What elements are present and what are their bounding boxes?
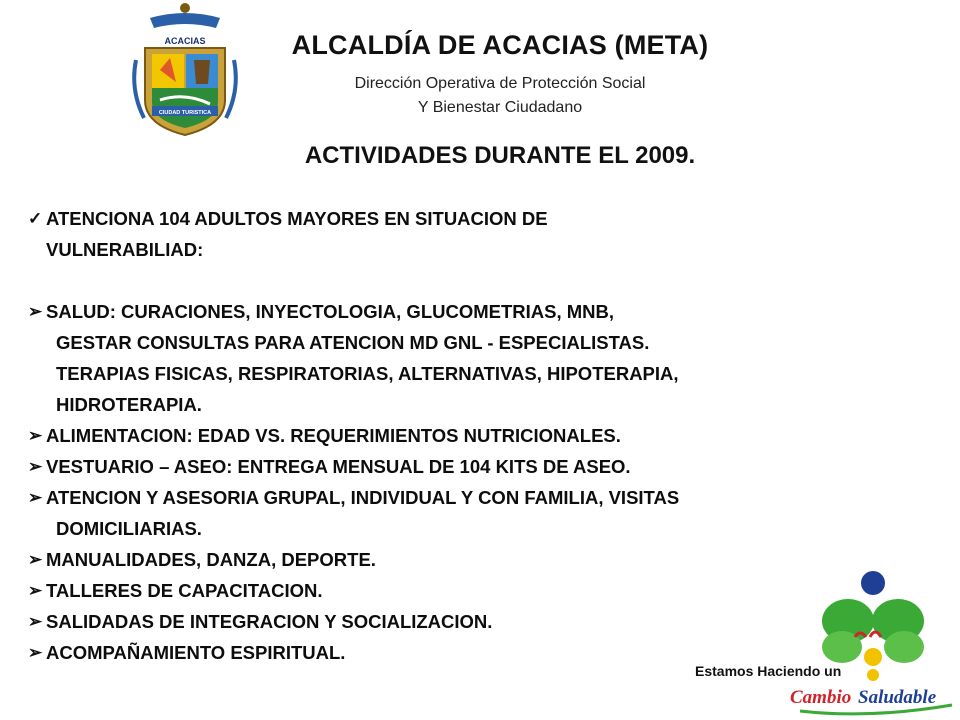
arrow-bullet-icon: ➢ [28, 612, 43, 631]
item-line: TERAPIAS FISICAS, RESPIRATORIAS, ALTERNATIVAS, HIPOTERAPIA, [56, 363, 679, 384]
arrow-bullet-icon: ➢ [28, 488, 43, 507]
item-line: TALLERES DE CAPACITACION. [46, 580, 323, 601]
acacias-crest-logo [130, 0, 240, 140]
list-item [28, 544, 828, 575]
arrow-bullet-icon: ➢ [28, 581, 43, 600]
intro-item [28, 203, 828, 265]
svg-text:CIUDAD TURISTICA: CIUDAD TURISTICA [158, 110, 212, 116]
subtitle-line-2: Y Bienestar Ciudadano [417, 99, 583, 116]
svg-text:Saludable: Saludable [858, 687, 937, 708]
arrow-bullet-icon: ➢ [28, 457, 43, 476]
svg-text:Cambio: Cambio [790, 687, 852, 708]
arrow-bullet-icon: ➢ [28, 426, 43, 445]
spacer [28, 265, 828, 296]
checkmark-icon: ✓ [28, 209, 43, 228]
item-line: GESTAR CONSULTAS PARA ATENCION MD GNL - ESPECIALISTAS. [56, 332, 650, 353]
intro-line-2: VULNERABILIAD: [46, 239, 204, 260]
item-line: SALUD: CURACIONES, INYECTOLOGIA, GLUCOMETRIAS, MNB, [46, 301, 615, 322]
item-line: ALIMENTACION: EDAD VS. REQUERIMIENTOS NUTRICIONALES. [46, 425, 621, 446]
section-title: ACTIVIDADES DURANTE EL 2009. [304, 142, 696, 169]
arrow-bullet-icon: ➢ [28, 550, 43, 569]
activities-list [28, 203, 828, 668]
item-line: SALIDADAS DE INTEGRACION Y SOCIALIZACION. [46, 611, 493, 632]
list-item [28, 575, 828, 606]
subtitle-line-1: Dirección Operativa de Protección Social [354, 75, 646, 92]
list-item [28, 606, 828, 637]
intro-line-1: ATENCIONA 104 ADULTOS MAYORES EN SITUACION DE [46, 208, 548, 229]
item-line: VESTUARIO – ASEO: ENTREGA MENSUAL DE 104 KITS DE ASEO. [46, 456, 631, 477]
list-item [28, 420, 828, 451]
item-line: MANUALIDADES, DANZA, DEPORTE. [46, 549, 376, 570]
list-item [28, 451, 828, 482]
item-line: ACOMPAÑAMIENTO ESPIRITUAL. [46, 642, 346, 663]
list-item [28, 296, 828, 420]
item-line: ATENCION Y ASESORIA GRUPAL, INDIVIDUAL Y CON FAMILIA, VISITAS [46, 487, 680, 508]
footer-tagline: Estamos Haciendo un [695, 663, 842, 679]
list-item [28, 482, 828, 544]
item-line: DOMICILIARIAS. [56, 518, 202, 539]
arrow-bullet-icon: ➢ [28, 302, 43, 321]
cambio-saludable-logo [780, 565, 960, 720]
item-line: HIDROTERAPIA. [56, 394, 202, 415]
arrow-bullet-icon: ➢ [28, 643, 43, 662]
svg-text:ACACIAS: ACACIAS [164, 36, 206, 46]
page-title: ALCALDÍA DE ACACIAS (META) [291, 30, 709, 60]
